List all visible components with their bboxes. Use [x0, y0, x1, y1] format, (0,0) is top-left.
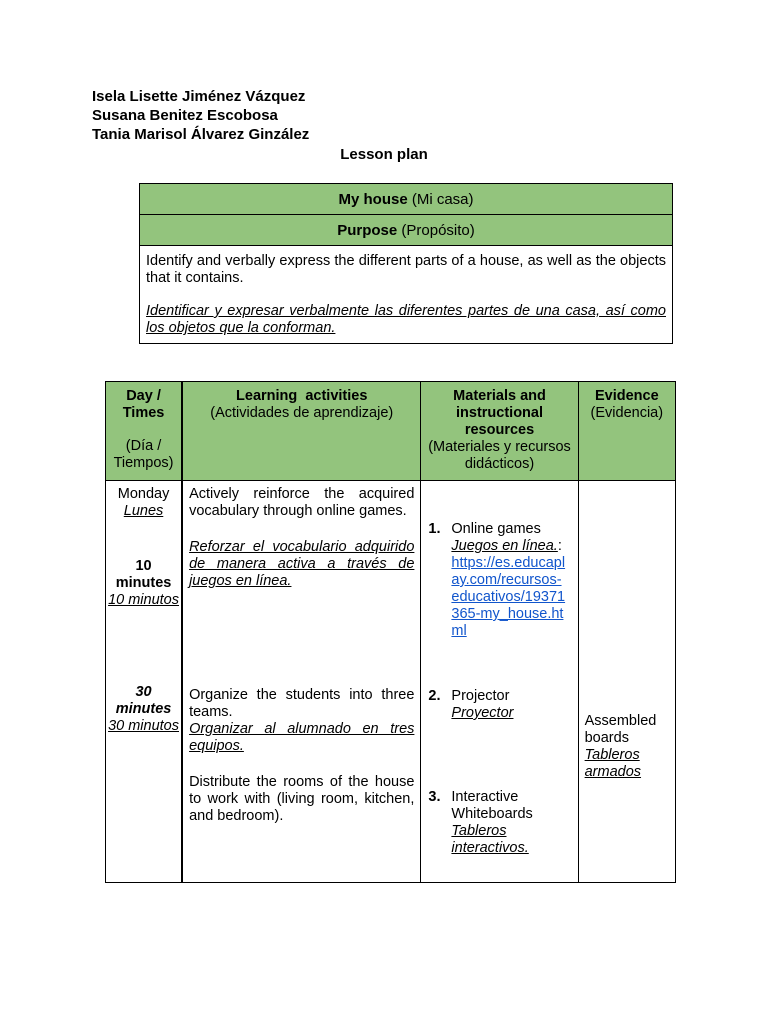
- evidence-cell: [578, 481, 675, 883]
- purpose-header: [140, 215, 673, 246]
- evidence-es: Tableros armados: [584, 747, 642, 780]
- purpose-label-es: (Propósito): [401, 221, 475, 239]
- material-es: Tableros interactivos.: [451, 823, 529, 856]
- topic-en: My house: [338, 190, 408, 208]
- day-es: Lunes: [123, 503, 164, 519]
- evidence-text: [585, 713, 675, 781]
- day-times-cell: [106, 481, 183, 883]
- document-title: Lesson plan: [340, 146, 428, 163]
- header-materials-es: (Materiales y recursos didácticos): [428, 439, 571, 472]
- material-number: 2.: [428, 688, 441, 704]
- author-name: Susana Benitez Escobosa: [92, 107, 278, 124]
- material-link[interactable]: https://es.educaplay.com/recursos-educativos/19371365-my_house.html: [451, 555, 566, 639]
- materials-cell: [421, 481, 578, 883]
- activity2-es: Organizar al alumnado en tres equipos.: [189, 721, 415, 754]
- material-item: [428, 789, 569, 857]
- material-separator: :: [557, 538, 562, 554]
- header-day-es: (Día / Tiempos): [113, 438, 174, 471]
- activity1-es: Reforzar el vocabulario adquirido de manera activa a través de juegos en línea.: [189, 539, 415, 589]
- author-name: Tania Marisol Álvarez Ginzález: [92, 126, 310, 143]
- authors-block: [92, 87, 309, 144]
- activity2-extra: Distribute the rooms of the house to work with (living room, kitchen, and bedroom).: [189, 774, 415, 824]
- activity2-en: Organize the students into three teams.: [189, 687, 415, 720]
- material-en: Online games: [451, 521, 541, 537]
- header-materials-en: Materials and instructional resources: [453, 388, 546, 438]
- purpose-table: [139, 183, 673, 344]
- header-evidence: [578, 382, 675, 481]
- material-number: 3.: [428, 789, 441, 805]
- header-evidence-es: (Evidencia): [590, 405, 664, 421]
- lesson-table: [105, 381, 676, 883]
- header-day: [106, 382, 183, 481]
- time1-en: 10 minutes: [115, 558, 172, 591]
- material-number: 1.: [428, 521, 441, 537]
- author-name: Isela Lisette Jiménez Vázquez: [92, 88, 306, 105]
- material-en: Projector: [451, 688, 510, 704]
- purpose-text-es: Identificar y expresar verbalmente las diferentes partes de una casa, así como los objetos que la conforman.: [146, 303, 666, 336]
- day-en: Monday: [117, 486, 170, 502]
- purpose-text-cell: [140, 246, 673, 344]
- time2-es: 30 minutos: [108, 718, 179, 734]
- material-en: Interactive Whiteboards: [451, 789, 533, 822]
- purpose-text-en: Identify and verbally express the different parts of a house, as well as the objects that it contains.: [146, 253, 666, 286]
- time1-es: 10 minutos: [108, 592, 179, 608]
- material-es: Juegos en línea.: [451, 538, 558, 554]
- header-activities-en: Learning activities: [236, 388, 368, 404]
- material-es: Proyector: [451, 705, 514, 721]
- material-item: [428, 521, 569, 640]
- activities-cell: [182, 481, 421, 883]
- purpose-label-en: Purpose: [337, 221, 398, 239]
- time2-en: 30 minutes: [115, 684, 172, 717]
- header-activities: [182, 382, 421, 481]
- material-item: [428, 688, 569, 722]
- header-evidence-en: Evidence: [594, 388, 659, 404]
- topic-header: [140, 184, 673, 215]
- evidence-en: Assembled boards: [584, 713, 657, 746]
- header-materials: [421, 382, 578, 481]
- topic-es: (Mi casa): [411, 190, 474, 208]
- activity1-en: Actively reinforce the acquired vocabulary through online games.: [189, 486, 415, 519]
- header-activities-es: (Actividades de aprendizaje): [210, 405, 394, 421]
- header-day-en: Day / Times: [122, 388, 165, 421]
